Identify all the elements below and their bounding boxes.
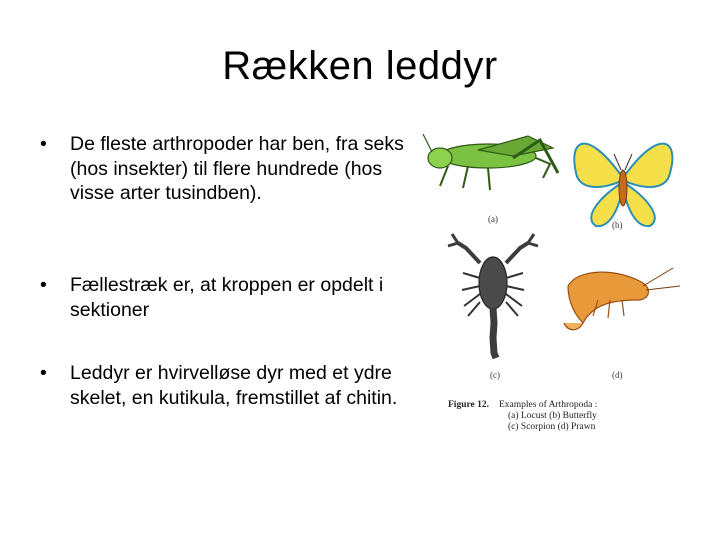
label-b: (b) <box>612 220 623 230</box>
bullet-item <box>40 273 410 322</box>
locust-image <box>423 134 558 190</box>
bullet-marker: • <box>40 274 47 296</box>
slide-title: Rækken leddyr <box>222 44 498 88</box>
label-c: (c) <box>490 370 500 380</box>
caption-heading: Examples of Arthropoda : <box>499 400 598 410</box>
bullet-marker: • <box>40 362 47 384</box>
label-d: (d) <box>612 370 623 380</box>
bullet-marker: • <box>40 133 47 155</box>
bullet-text: Leddyr er hvirvelløse dyr med et ydre skelet, en kutikula, fremstillet af chitin. <box>70 362 398 409</box>
bullet-item <box>40 361 410 410</box>
bullet-text: De fleste arthropoder har ben, fra seks (hos insekter) til flere hundrede (hos visse arter tusindben). <box>70 133 404 204</box>
label-a: (a) <box>488 214 498 224</box>
caption-line-2: (a) Locust (b) Butterfly <box>508 411 597 421</box>
figure-caption <box>448 400 688 433</box>
caption-figure-number: Figure 12. <box>448 400 489 410</box>
caption-line-3: (c) Scorpion (d) Prawn <box>508 422 596 432</box>
arthropod-figure <box>418 118 688 448</box>
bullet-item <box>40 132 410 206</box>
arthropod-illustration <box>418 118 688 448</box>
bullet-text: Fællestræk er, at kroppen er opdelt i sektioner <box>70 274 384 321</box>
prawn-image <box>564 268 680 330</box>
caption-line-1 <box>448 400 688 411</box>
butterfly-image <box>574 144 672 227</box>
scorpion-image <box>448 234 538 358</box>
